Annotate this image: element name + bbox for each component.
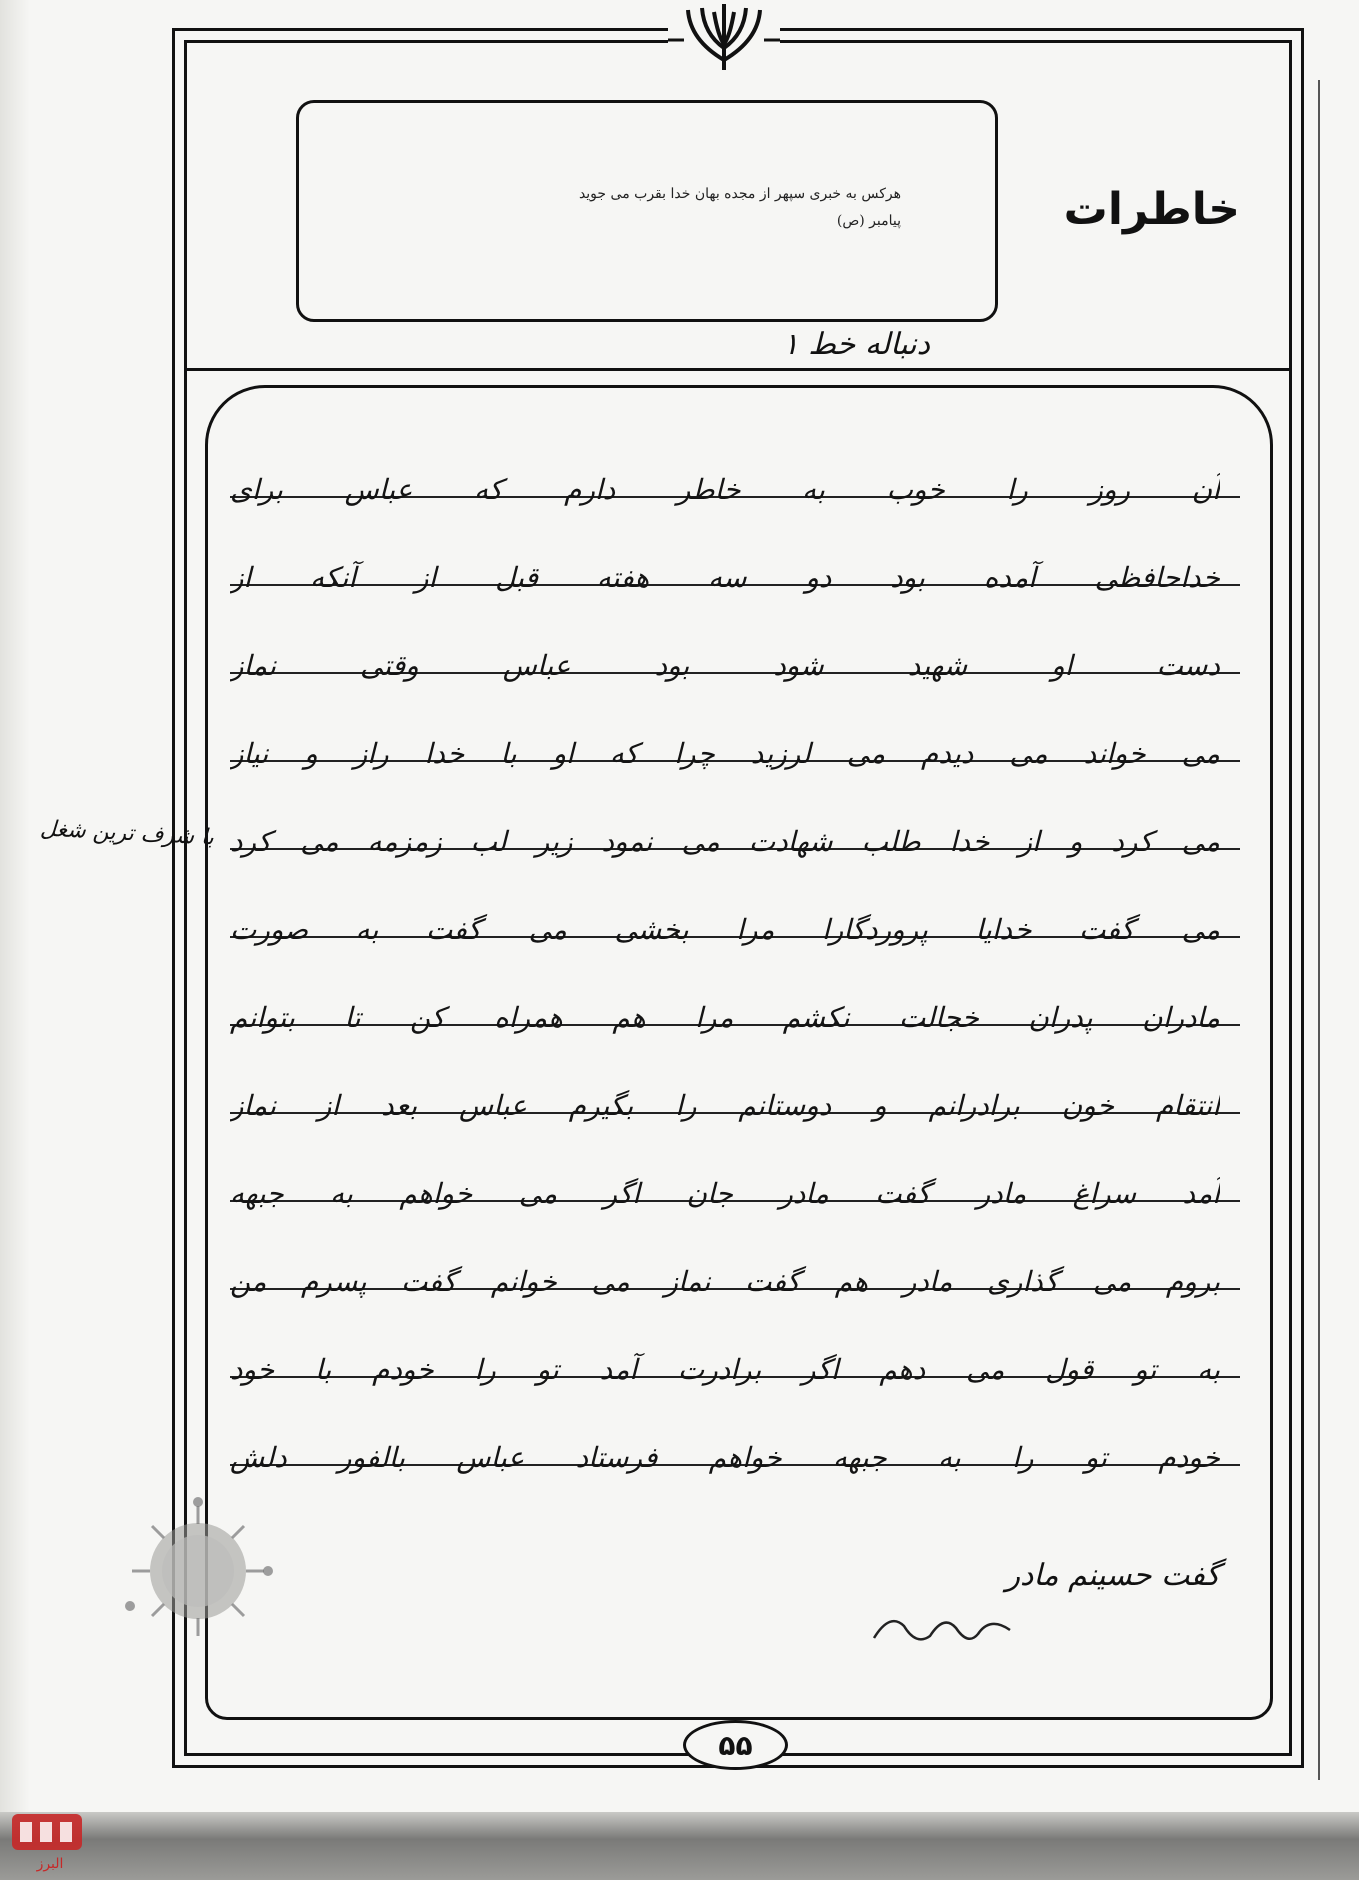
hadith-source: پیامبر (ص) bbox=[836, 212, 901, 229]
continuation-label: دنباله خط ۱ bbox=[782, 327, 930, 362]
hadith-box bbox=[296, 100, 998, 322]
manuscript-line: مادران پدران خجالت نکشم مرا هم همراه کن تا بتوانم bbox=[230, 968, 1240, 1056]
page-number: ۵۵ bbox=[683, 1720, 788, 1770]
manuscript-line: می گفت خدایا پروردگارا مرا بخشی می گفت به صورت bbox=[230, 880, 1240, 968]
manuscript-lines bbox=[230, 440, 1240, 1496]
signature-mark bbox=[860, 1610, 1020, 1657]
section-divider bbox=[184, 368, 1292, 371]
adjacent-page-edge bbox=[1318, 80, 1348, 1780]
hadith-quote bbox=[381, 181, 901, 234]
manuscript-line: می کرد و از خدا طلب شهادت می نمود زیر لب زمزمه می کرد bbox=[230, 792, 1240, 880]
manuscript-line: دست او شهید شود بود عباس وقتی نماز bbox=[230, 616, 1240, 704]
manuscript-line: خودم تو را به جبهه خواهم فرستاد عباس بالفور دلش bbox=[230, 1408, 1240, 1496]
watermark-logo bbox=[6, 1808, 88, 1874]
margin-note: با شرف ترین شغل bbox=[39, 816, 215, 851]
emblem-icon bbox=[668, 0, 780, 84]
manuscript-line: می خواند می دیدم می لرزید چرا که او با خدا راز و نیاز bbox=[230, 704, 1240, 792]
scan-shadow-left bbox=[0, 0, 30, 1880]
ink-stamp-icon bbox=[118, 1496, 278, 1646]
watermark-text: البرز bbox=[36, 1856, 64, 1872]
manuscript-line: به تو قول می دهم اگر برادرت آمد تو را خودم با خود bbox=[230, 1320, 1240, 1408]
manuscript-line: آن روز را خوب به خاطر دارم که عباس برای bbox=[230, 440, 1240, 528]
scan-shadow-bottom bbox=[0, 1812, 1359, 1880]
manuscript-line: آمد سراغ مادر گفت مادر جان اگر می خواهم به جبهه bbox=[230, 1144, 1240, 1232]
manuscript-line: بروم می گذاری مادر هم گفت نماز می خوانم گفت پسرم من bbox=[230, 1232, 1240, 1320]
hadith-text: هرکس به خبری سپهر از مجده بهان خدا بقرب می جوید bbox=[578, 186, 901, 202]
page-title: خاطرات bbox=[1063, 184, 1240, 235]
manuscript-line: خداحافظی آمده بود دو سه هفته قبل از آنکه از bbox=[230, 528, 1240, 616]
closing-line: گفت حسینم مادر bbox=[1005, 1558, 1220, 1593]
manuscript-line: انتقام خون برادرانم و دوستانم را بگیرم عباس بعد از نماز bbox=[230, 1056, 1240, 1144]
